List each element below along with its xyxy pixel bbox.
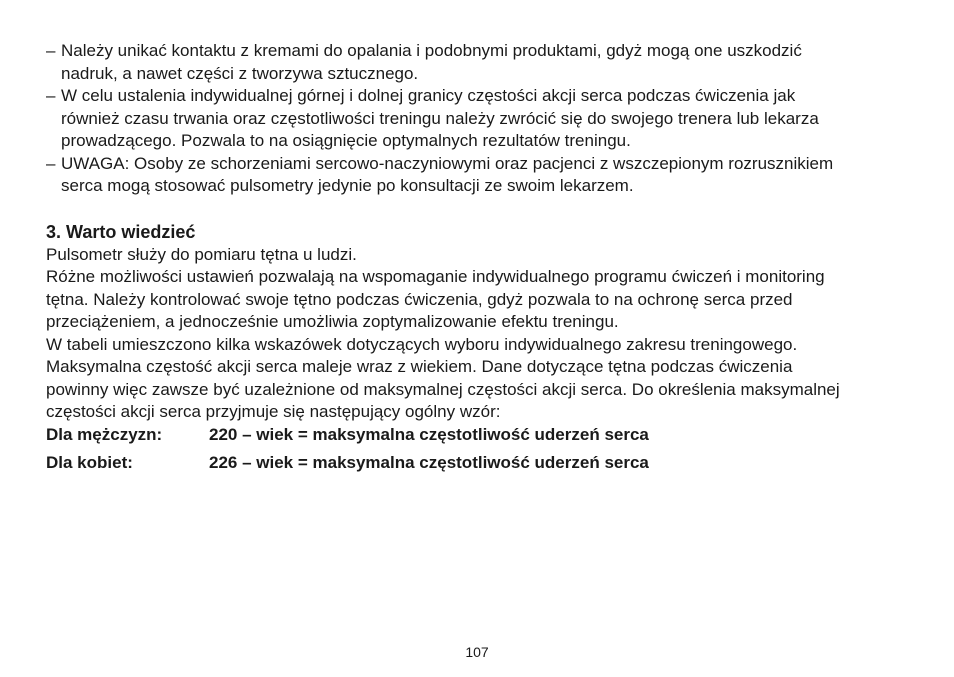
bullet-line: prowadzącego. Pozwala to na osiągnięcie optymalnych rezultatów treningu.: [61, 131, 631, 150]
bullet-dash: –: [46, 86, 56, 105]
bullet-line: serca mogą stosować pulsometry jedynie po konsultacji ze swoim lekarzem.: [61, 176, 634, 195]
body-line: W tabeli umieszczono kilka wskazówek dotyczących wyboru indywidualnego zakresu treningowego.: [46, 334, 798, 354]
body-line: przeciążeniem, a jednocześnie umożliwia zoptymalizowanie efektu treningu.: [46, 312, 619, 331]
formula-value: 220 – wiek = maksymalna częstotliwość uderzeń serca: [209, 424, 649, 444]
bullet-list: [46, 40, 916, 198]
bullet-line: Należy unikać kontaktu z kremami do opalania i podobnymi produktami, gdyż mogą one uszkodzić: [61, 41, 802, 60]
section-heading: 3. Warto wiedzieć: [46, 221, 196, 242]
bullet-line: W celu ustalenia indywidualnej górnej i dolnej granicy częstości akcji serca podczas ćwiczenia jak: [61, 86, 796, 105]
body-line: częstości akcji serca przyjmuje się następujący ogólny wzór:: [46, 402, 501, 421]
formula-label: Dla kobiet:: [46, 453, 133, 472]
bullet-line: również czasu trwania oraz częstotliwości treningu należy zwrócić się do swojego trenera lub lekarza: [61, 108, 819, 128]
document-page: [46, 40, 916, 475]
bullet-item: [46, 40, 916, 85]
formula-women: [46, 452, 916, 475]
bullet-dash: –: [46, 41, 56, 60]
section-body: [46, 244, 916, 424]
bullet-line: nadruk, a nawet części z tworzywa sztucznego.: [61, 63, 419, 83]
bullet-item: [46, 85, 916, 153]
page-number: 107: [465, 644, 489, 660]
formula-value: 226 – wiek = maksymalna częstotliwość uderzeń serca: [209, 453, 649, 472]
body-line: powinny więc zawsze być uzależnione od maksymalnej częstości akcji serca. Do określenia maksymalnej: [46, 379, 840, 399]
formula-label: Dla mężczyzn:: [46, 424, 163, 444]
body-line: Maksymalna częstość akcji serca maleje wraz z wiekiem. Dane dotyczące tętna podczas ćwiczenia: [46, 357, 793, 376]
formula-men: [46, 424, 916, 447]
bullet-line: UWAGA: Osoby ze schorzeniami sercowo-naczyniowymi oraz pacjenci z wszczepionym rozrusznikiem: [61, 153, 834, 173]
body-line: Pulsometr służy do pomiaru tętna u ludzi.: [46, 244, 357, 264]
bullet-dash: –: [46, 153, 56, 173]
bullet-item: [46, 153, 916, 198]
body-line: Różne możliwości ustawień pozwalają na wspomaganie indywidualnego programu ćwiczeń i monitoring: [46, 267, 825, 286]
body-line: tętna. Należy kontrolować swoje tętno podczas ćwiczenia, gdyż pozwala to na ochronę serca przed: [46, 289, 793, 309]
